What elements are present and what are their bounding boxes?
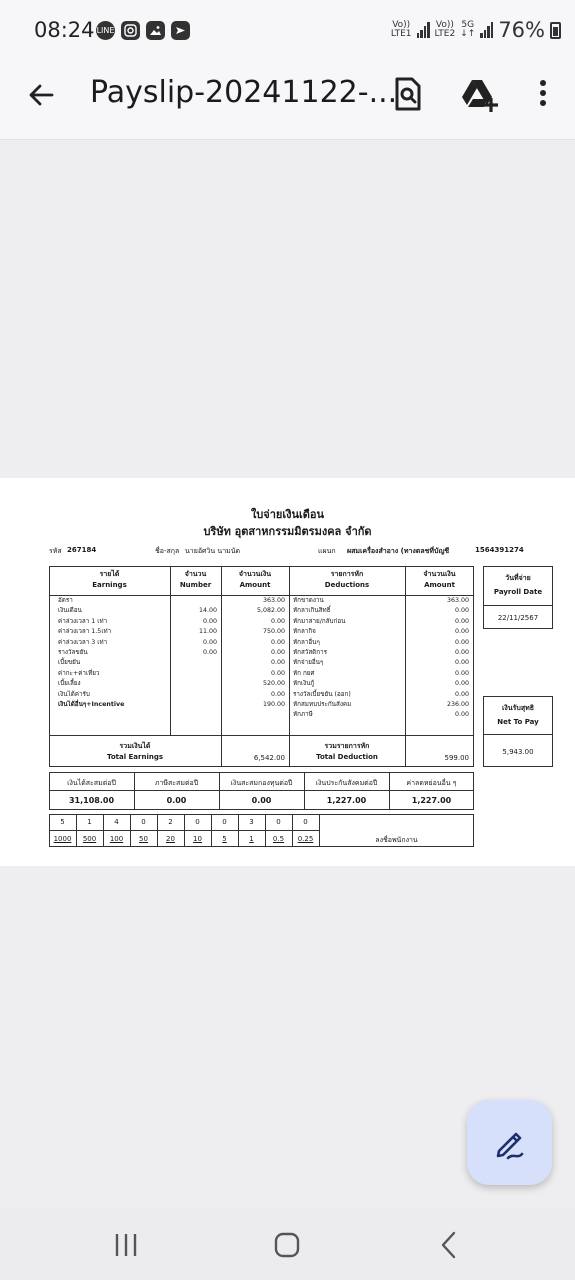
denomination-count: 0 <box>222 818 227 826</box>
denomination-count: 0 <box>141 818 146 826</box>
earning-number <box>170 690 217 700</box>
total-earnings-label-th: รวมเงินได้ <box>119 742 151 750</box>
ytd-label: ภาษีสะสมต่อปี <box>154 779 199 787</box>
more-options-button[interactable] <box>523 74 563 114</box>
sim1-label: Vo)) LTE1 <box>390 20 412 39</box>
deduction-amount: 0.00 <box>454 680 469 688</box>
deduction-amount: 0.00 <box>454 617 469 625</box>
denomination: 1 <box>249 835 254 843</box>
arrow-back-icon <box>22 76 62 116</box>
net-pay-label-en: Net To Pay <box>497 718 539 726</box>
deduction-label: หักมาสาย/กลับก่อน <box>293 617 346 625</box>
earnings-header-en: Earnings <box>92 581 127 589</box>
annotate-fab[interactable] <box>467 1100 552 1185</box>
back-button[interactable] <box>22 76 62 116</box>
employee-name-label: ชื่อ-สกุล <box>155 547 180 555</box>
payroll-date-label-th: วันที่จ่าย <box>505 574 531 582</box>
ytd-value: 0.00 <box>251 796 272 805</box>
earning-number: 11.00 <box>198 628 217 636</box>
denomination: 0.5 <box>272 835 285 843</box>
earning-label: เบี้ยขยัน <box>58 659 81 667</box>
earning-amount: 363.00 <box>262 597 285 604</box>
earning-amount: 0.00 <box>270 690 285 698</box>
battery-icon <box>550 22 561 39</box>
denomination-count: 0 <box>303 818 308 826</box>
document-title: Payslip-20241122-... <box>90 75 398 110</box>
search-document-button[interactable] <box>388 74 428 114</box>
deduction-amount: 0.00 <box>454 669 469 677</box>
earning-label: เงินได้ค่ารับ <box>58 690 90 698</box>
earning-label: เงินได้อื่นๆ+Incentive <box>58 700 125 708</box>
earning-number: 14.00 <box>198 607 217 615</box>
earning-label: เงินเดือน <box>58 607 82 615</box>
department-label: แผนก <box>318 547 336 555</box>
deductions-amounts <box>405 596 469 721</box>
deduction-amount: 0.00 <box>454 607 469 615</box>
deduction-label: หักสวัสดิการ <box>293 648 328 656</box>
total-deduction-label-th: รวมรายการหัก <box>324 742 370 750</box>
recent-apps-button[interactable] <box>110 1230 142 1260</box>
deductions-labels <box>293 596 403 721</box>
recent-apps-icon <box>110 1230 142 1260</box>
network-label: 5G ↓↑ <box>460 20 476 39</box>
system-navigation-bar <box>0 1208 575 1280</box>
deduction-amount: 0.00 <box>454 638 469 646</box>
home-icon <box>271 1230 303 1260</box>
number-header-th: จำนวน <box>184 570 207 578</box>
deduction-label: หัก กยศ <box>293 669 315 677</box>
payroll-date: 22/11/2567 <box>497 614 539 622</box>
line-icon: LINE <box>96 21 115 40</box>
search-document-icon <box>388 74 428 114</box>
notification-icons <box>96 21 190 40</box>
deduction-amount: 0.00 <box>454 628 469 636</box>
total-earnings-label-en: Total Earnings <box>106 753 164 761</box>
total-deduction: 599.00 <box>444 754 469 762</box>
earning-amount: 0.00 <box>270 617 285 625</box>
total-earnings: 6,542.00 <box>253 754 285 762</box>
denomination: 0.25 <box>297 835 314 843</box>
earning-label: ค่ากะ+ค่าเที่ยว <box>58 669 100 677</box>
earning-label: เบี้ยเลี้ยง <box>58 680 81 688</box>
home-button[interactable] <box>271 1230 303 1260</box>
deduction-amount: 0.00 <box>454 711 469 719</box>
deduction-label: หักขาดงาน <box>293 597 324 604</box>
denomination: 500 <box>82 835 97 843</box>
deduction-label: หักภาษี <box>293 711 313 719</box>
earning-number: 0.00 <box>202 617 217 625</box>
deduction-amount: 363.00 <box>446 597 469 604</box>
earnings-numbers <box>170 596 217 710</box>
add-to-drive-icon <box>459 74 499 114</box>
amount-header-en: Amount <box>239 581 271 589</box>
deduction-amount-header-en: Amount <box>424 581 455 589</box>
denomination-count: 2 <box>168 818 173 826</box>
denomination-count: 4 <box>114 818 119 826</box>
denomination: 100 <box>109 835 124 843</box>
earning-amount: 0.00 <box>270 638 285 646</box>
ytd-label: เงินประกันสังคมต่อปี <box>315 779 378 787</box>
gallery-icon <box>146 21 165 40</box>
earning-number <box>170 658 217 668</box>
earning-amount: 0.00 <box>270 659 285 667</box>
ytd-label: ค่าลดหย่อนอื่น ๆ <box>406 779 457 787</box>
signal-icon <box>480 22 493 38</box>
app-bar <box>0 62 575 140</box>
net-pay-label-th: เงินรับสุทธิ <box>502 704 534 712</box>
status-bar <box>0 0 575 62</box>
earning-amount: 0.00 <box>270 669 285 677</box>
earning-number <box>170 669 217 679</box>
amount-header-th: จำนวนเงิน <box>238 570 272 578</box>
deduction-label: หักลาอื่นๆ <box>293 638 320 646</box>
signal-icon <box>417 22 430 38</box>
earning-label: ค่าล่วงเวลา 1 เท่า <box>58 617 108 625</box>
chevron-left-icon <box>433 1230 465 1260</box>
ytd-value: 1,227.00 <box>411 796 452 805</box>
total-deduction-label-en: Total Deduction <box>316 753 378 761</box>
deduction-label: หักสมทบประกันสังคม <box>293 700 352 708</box>
department: ผสมเครื่องสำอาง (ทางตลชที่บัญชี <box>347 547 450 555</box>
earnings-amounts <box>221 596 285 710</box>
earning-amount: 750.00 <box>262 628 285 636</box>
denomination-count: 1 <box>87 818 92 826</box>
instagram-icon <box>121 21 140 40</box>
earning-number <box>170 700 217 710</box>
deduction-label: หักจ่ายอื่นๆ <box>293 659 324 667</box>
deduction-label: หักลากิจ <box>293 628 316 636</box>
deduction-amount: 0.00 <box>454 690 469 698</box>
pdf-page[interactable] <box>0 478 575 866</box>
status-time: 08:24 <box>34 18 95 42</box>
denomination-count: 5 <box>60 818 65 826</box>
employee-id: 267184 <box>67 546 97 554</box>
edit-pen-icon <box>491 1124 528 1161</box>
earning-label: รางวัลขยัน <box>58 648 88 656</box>
denomination: 10 <box>193 835 202 843</box>
deduction-amount: 0.00 <box>454 648 469 656</box>
deductions-header-en: Deductions <box>324 581 370 589</box>
denomination: 50 <box>139 835 148 843</box>
number-header-en: Number <box>179 581 212 589</box>
payslip-title: ใบจ่ายเงินเดือน <box>250 508 325 521</box>
deduction-label: รางวัลเบี้ยขยัน (ออก) <box>293 690 351 698</box>
company-name: บริษัท อุตสาหกรรมมิตรมงคล จำกัด <box>203 525 372 538</box>
earning-number <box>170 679 217 689</box>
earning-amount: 0.00 <box>270 648 285 656</box>
denomination: 5 <box>222 835 227 843</box>
deduction-label: หักลาเกินสิทธิ์ <box>293 607 331 615</box>
payroll-date-label-en: Payroll Date <box>493 588 543 596</box>
employee-name: นายอัศวิน นามนัด <box>185 547 241 555</box>
employee-id-label: รหัส <box>49 547 62 555</box>
ytd-value: 1,227.00 <box>326 796 367 805</box>
more-vert-icon <box>523 74 563 114</box>
earning-amount: 5,082.00 <box>256 607 285 615</box>
battery-percent: 76% <box>498 18 545 42</box>
ytd-label: เงินสะสมกองทุนต่อปี <box>230 779 293 787</box>
account-number: 1564391274 <box>475 546 524 554</box>
ytd-value: 0.00 <box>166 796 187 805</box>
earning-number <box>170 596 217 606</box>
earnings-labels <box>58 596 168 710</box>
net-pay: 5,943.00 <box>502 748 534 756</box>
denomination-count: 0 <box>276 818 281 826</box>
add-to-drive-button[interactable] <box>459 74 499 114</box>
earnings-header-th: รายได้ <box>99 570 120 578</box>
deduction-label: หักเงินกู้ <box>293 680 315 688</box>
kplus-icon <box>171 21 190 40</box>
earning-amount: 520.00 <box>262 680 285 688</box>
earning-label: ค่าล่วงเวลา 3 เท่า <box>58 638 108 646</box>
deduction-amount: 236.00 <box>446 700 469 708</box>
nav-back-button[interactable] <box>433 1230 465 1260</box>
deduction-amount: 0.00 <box>454 659 469 667</box>
earning-number: 0.00 <box>202 638 217 646</box>
earning-number: 0.00 <box>202 648 217 656</box>
status-right <box>391 18 561 42</box>
denomination: 1000 <box>53 835 72 843</box>
deductions-header-th: รายการหัก <box>330 570 364 578</box>
ytd-value: 31,108.00 <box>68 796 115 805</box>
sim2-label: Vo)) LTE2 <box>434 20 456 39</box>
denomination-count: 0 <box>195 818 200 826</box>
earning-label: ค่าล่วงเวลา 1.5เท่า <box>58 628 112 636</box>
deduction-amount-header-th: จำนวนเงิน <box>423 570 456 578</box>
denomination-count: 3 <box>249 818 254 826</box>
earning-amount: 190.00 <box>262 700 285 708</box>
employee-signature-label: ลงชื่อพนักงาน <box>375 836 418 844</box>
ytd-label: เงินได้สะสมต่อปี <box>67 779 116 787</box>
earning-label: อัตรา <box>58 597 73 604</box>
denomination: 20 <box>166 835 175 843</box>
